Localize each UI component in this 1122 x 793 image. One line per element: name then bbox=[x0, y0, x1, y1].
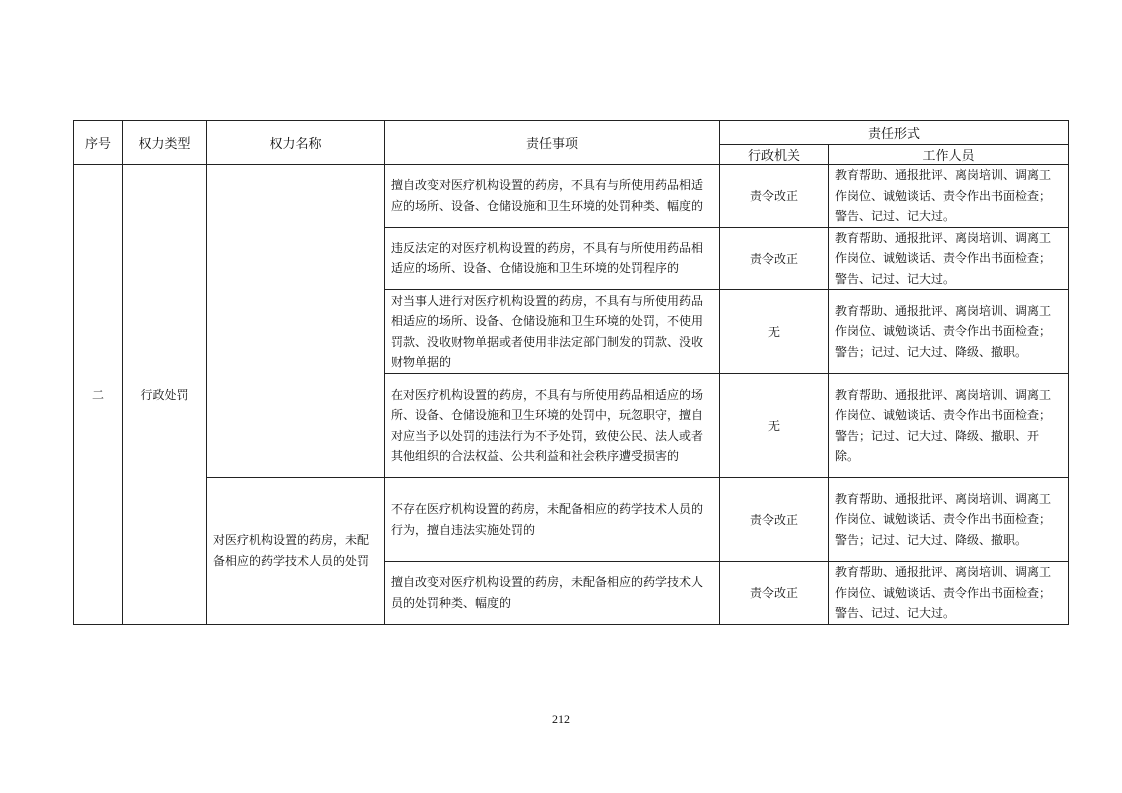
matter-cell: 擅自改变对医疗机构设置的药房，未配备相应的药学技术人员的处罚种类、幅度的 bbox=[385, 562, 720, 625]
header-row-top bbox=[74, 121, 1069, 145]
agency-cell: 责令改正 bbox=[720, 478, 829, 562]
agency-cell: 责令改正 bbox=[720, 562, 829, 625]
agency-cell: 无 bbox=[720, 290, 829, 374]
header-power-type: 权力类型 bbox=[123, 121, 207, 165]
table-row bbox=[74, 478, 1069, 562]
staff-cell: 教育帮助、通报批评、离岗培训、调离工作岗位、诚勉谈话、责令作出书面检查；警告、记过、记大过。 bbox=[829, 562, 1069, 625]
matter-cell: 在对医疗机构设置的药房，不具有与所使用药品相适应的场所、设备、仓储设施和卫生环境的处罚中，玩忽职守，擅自对应当予以处罚的违法行为不予处罚，致使公民、法人或者其他组织的合法权益、公共利益和社会秩序遭受损害的 bbox=[385, 374, 720, 478]
seq-cell: 二 bbox=[74, 165, 123, 625]
matter-cell: 对当事人进行对医疗机构设置的药房，不具有与所使用药品相适应的场所、设备、仓储设施和卫生环境的处罚，不使用罚款、没收财物单据或者使用非法定部门制发的罚款、没收财物单据的 bbox=[385, 290, 720, 374]
header-matter: 责任事项 bbox=[385, 121, 720, 165]
responsibility-table bbox=[73, 120, 1069, 625]
page-number: 212 bbox=[552, 712, 570, 726]
matter-cell: 不存在医疗机构设置的药房，未配备相应的药学技术人员的行为，擅自违法实施处罚的 bbox=[385, 478, 720, 562]
agency-cell: 责令改正 bbox=[720, 227, 829, 290]
matter-cell: 违反法定的对医疗机构设置的药房，不具有与所使用药品相适应的场所、设备、仓储设施和卫生环境的处罚程序的 bbox=[385, 227, 720, 290]
power-name-cell: 对医疗机构设置的药房，未配备相应的药学技术人员的处罚 bbox=[207, 478, 385, 625]
table-row bbox=[74, 165, 1069, 228]
agency-cell: 无 bbox=[720, 374, 829, 478]
header-responsibility-form: 责任形式 bbox=[720, 121, 1069, 145]
staff-cell: 教育帮助、通报批评、离岗培训、调离工作岗位、诚勉谈话、责令作出书面检查；警告、记过、记大过。 bbox=[829, 227, 1069, 290]
header-seq: 序号 bbox=[74, 121, 123, 165]
header-staff: 工作人员 bbox=[829, 145, 1069, 165]
agency-cell: 责令改正 bbox=[720, 165, 829, 228]
power-type-cell: 行政处罚 bbox=[123, 165, 207, 625]
staff-cell: 教育帮助、通报批评、离岗培训、调离工作岗位、诚勉谈话、责令作出书面检查；警告；记过、记大过、降级、撤职。 bbox=[829, 290, 1069, 374]
header-agency: 行政机关 bbox=[720, 145, 829, 165]
staff-cell: 教育帮助、通报批评、离岗培训、调离工作岗位、诚勉谈话、责令作出书面检查；警告、记过、记大过。 bbox=[829, 165, 1069, 228]
power-name-cell bbox=[207, 165, 385, 478]
staff-cell: 教育帮助、通报批评、离岗培训、调离工作岗位、诚勉谈话、责令作出书面检查；警告；记过、记大过、降级、撤职、开除。 bbox=[829, 374, 1069, 478]
matter-cell: 擅自改变对医疗机构设置的药房，不具有与所使用药品相适应的场所、设备、仓储设施和卫生环境的处罚种类、幅度的 bbox=[385, 165, 720, 228]
staff-cell: 教育帮助、通报批评、离岗培训、调离工作岗位、诚勉谈话、责令作出书面检查；警告；记过、记大过、降级、撤职。 bbox=[829, 478, 1069, 562]
header-power-name: 权力名称 bbox=[207, 121, 385, 165]
